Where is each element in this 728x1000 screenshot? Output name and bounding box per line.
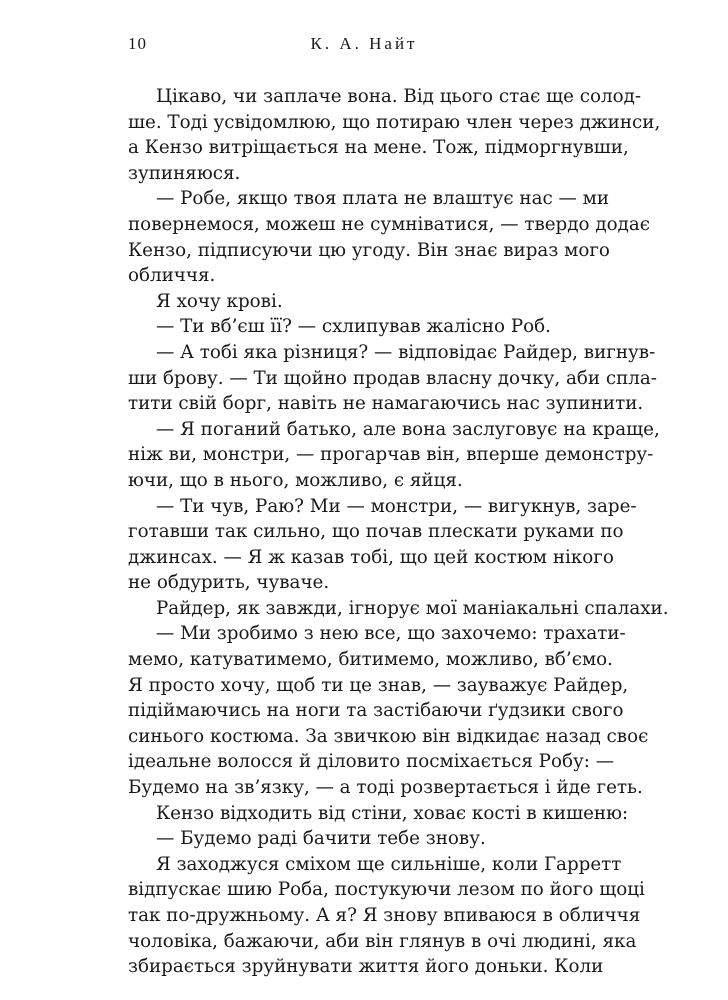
text-line: синього костюма. За звичкою він відкидає назад своє [128, 725, 649, 747]
text-line: відпускає шию Роба, постукуючи лезом по його щоці [128, 879, 645, 901]
text-line: чоловіка, бажаючи, аби він глянув в очі людині, яка [128, 930, 637, 952]
text-line: Я просто хочу, щоб ти це знав, — зауважує Райдер, [128, 674, 629, 696]
text-line: збирається зруйнувати життя його доньки. Коли [128, 956, 604, 978]
text-line: — Ти вб’єш її? — схлипував жалісно Роб. [156, 316, 551, 338]
text-line: готавши так сильно, що почав плескати руками по [128, 521, 624, 543]
text-line: — Ми зробимо з нею все, що захочемо: трахати- [156, 623, 626, 645]
text-line: не обдурить, чуваче. [128, 572, 330, 594]
text-line: Кензо, підписуючи цю угоду. Він знає вираз мого [128, 239, 610, 261]
text-line: Будемо на зв’язку, — а тоді розвертається і йде геть. [128, 777, 643, 799]
text-line: повернемося, можеш не сумніватися, — твердо додає [128, 213, 650, 235]
text-line: ідеальне волосся й діловито посміхається Робу: — [128, 751, 614, 773]
text-line: зупиняюся. [128, 162, 241, 184]
text-line: тити свій борг, навіть не намагаючись нас зупинити. [128, 393, 644, 415]
text-line: а Кензо витріщається на мене. Тож, підморгнувши, [128, 137, 629, 159]
text-line: — Робе, якщо твоя плата не влаштує нас — ми [156, 188, 610, 210]
text-line: — Будемо раді бачити тебе знову. [156, 828, 486, 850]
text-line: ючи, що в нього, можливо, є яйця. [128, 469, 463, 491]
text-line: Я хочу крові. [156, 290, 283, 312]
text-line: ши брову. — Ти щойно продав власну дочку, аби спла- [128, 367, 657, 389]
text-line: мемо, катуватимемо, битимемо, можливо, вб’ємо. [128, 649, 613, 671]
text-line: ше. Тоді усвідомлюю, що потираю член через джинси, [128, 111, 661, 133]
text-line: Я заходжуся сміхом ще сильніше, коли Гарретт [156, 853, 622, 875]
body-text [128, 84, 669, 980]
text-line: підіймаючись на ноги та застібаючи ґудзики свого [128, 700, 624, 722]
page-number: 10 [128, 34, 147, 53]
text-line: — Я поганий батько, але вона заслуговує на краще, [156, 418, 660, 440]
text-line: Райдер, як завжди, ігнорує мої маніакальні спалахи. [156, 597, 669, 619]
running-title: К. А. Найт [310, 34, 418, 53]
text-line: — А тобі яка різниця? — відповідає Райдер, вигнув- [156, 341, 656, 363]
text-line: ніж ви, монстри, — прогарчав він, вперше демонстру- [128, 444, 654, 466]
text-line: — Ти чув, Раю? Ми — монстри, — вигукнув, заре- [156, 495, 637, 517]
text-line: Цікаво, чи заплаче вона. Від цього стає ще солод- [156, 86, 642, 107]
running-head [128, 34, 600, 58]
text-line: Кензо відходить від стіни, ховає кості в кишеню: [156, 802, 629, 824]
text-line: джинсах. — Я ж казав тобі, що цей костюм нікого [128, 546, 614, 568]
text-line: обличчя. [128, 265, 216, 287]
text-line: так по-дружньому. А я? Я знову впиваюся в обличчя [128, 905, 641, 926]
